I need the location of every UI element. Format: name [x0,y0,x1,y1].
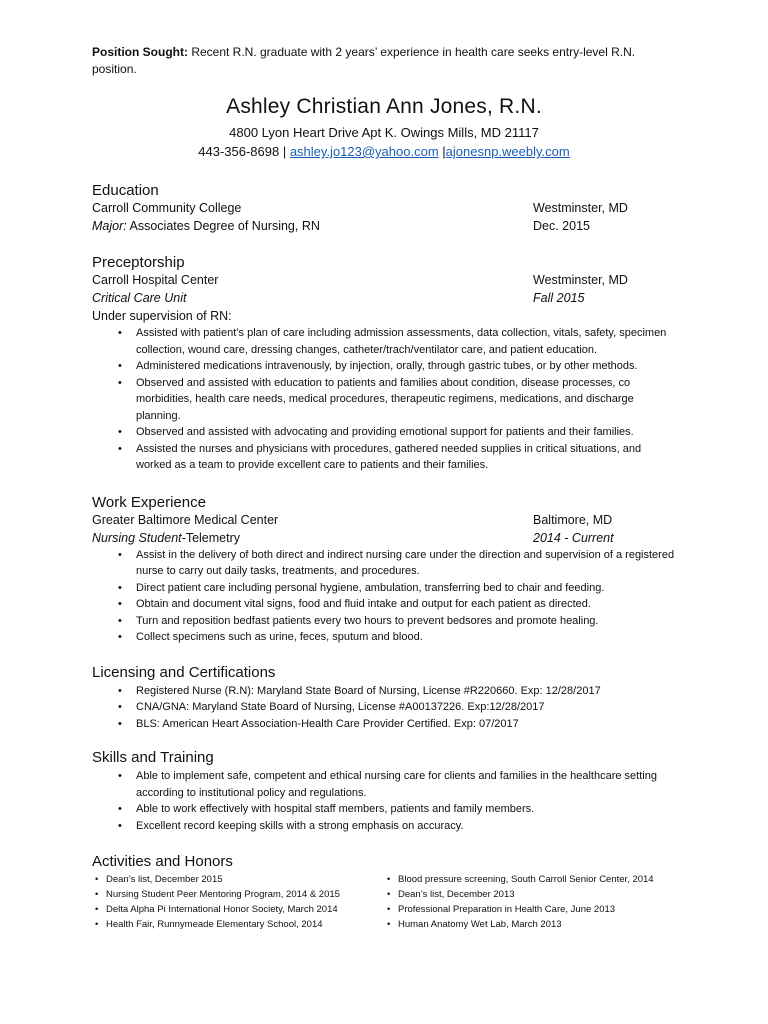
licensing-section [92,664,676,733]
licensing-bullets [92,683,676,733]
education-section [92,182,676,235]
work-role-rest: Telemetry [185,530,240,545]
list-item: • Human Anatomy Wet Lab, March 2013 [398,917,676,932]
work-bullets [92,547,676,646]
licensing-title: Licensing and Certifications [92,663,276,681]
work-location: Baltimore, MD [533,512,613,527]
honors-section [92,853,676,932]
work-role [92,529,240,547]
education-major-line [92,217,320,235]
honors-left-list [92,872,384,932]
work-section [92,494,676,646]
list-item: • Observed and assisted with advocating and providing emotional support for patients and their families. [136,424,676,441]
position-sought-text: Recent R.N. graduate with 2 years’ experience in health care seeks entry-level R.N. position. [92,45,636,76]
preceptorship-bullets [92,325,676,474]
education-school-row [92,199,676,217]
preceptorship-org: Carroll Hospital Center [92,273,219,287]
candidate-name: Ashley Christian Ann Jones, R.N. [226,95,542,118]
list-item: • Direct patient care including personal hygiene, ambulation, transferring bed to chair and feeding. [136,580,676,597]
address: 4800 Lyon Heart Drive Apt K. Owings Mills, MD 21117 [229,125,539,140]
skills-section [92,749,676,834]
work-role-row [92,529,676,547]
phone: 443-356-8698 | [198,144,290,159]
preceptorship-org-row [92,271,676,289]
preceptorship-supervision: Under supervision of RN: [92,309,232,323]
skills-title: Skills and Training [92,749,214,766]
preceptorship-location: Westminster, MD [533,273,628,287]
honors-right-list [384,872,676,932]
list-item: • Administered medications intravenously, by injection, orally, through gastric tubes, or by other methods. [136,358,676,375]
education-major: Associates Degree of Nursing, RN [126,219,320,233]
list-item: • Dean’s list, December 2013 [398,887,676,902]
education-location: Westminster, MD [533,201,628,215]
position-sought [92,44,676,78]
list-item: • Excellent record keeping skills with a strong emphasis on accuracy. [136,818,676,835]
list-item: • Health Fair, Runnymeade Elementary School, 2014 [106,917,384,932]
email-link[interactable]: ashley.jo123@yahoo.com [289,144,439,159]
education-major-label: Major: [92,219,127,233]
list-item: • Assisted the nurses and physicians with procedures, gathered needed supplies in critical situations, and worked as a team to provide excellent care to patients and their families. [136,441,676,474]
list-item: • Able to implement safe, competent and ethical nursing care for clients and families in the healthcare setting according to institutional policy and regulations. [136,768,676,801]
list-item: • CNA/GNA: Maryland State Board of Nursing, License #A00137226. Exp:12/28/2017 [136,699,676,716]
work-org-row [92,511,676,529]
list-item: • Delta Alpha Pi International Honor Society, March 2014 [106,902,384,917]
education-date: Dec. 2015 [533,219,590,233]
work-org: Greater Baltimore Medical Center [92,512,279,527]
education-school: Carroll Community College [92,201,242,215]
list-item: • Assist in the delivery of both direct and indirect nursing care under the direction and supervision of a registered nurse to carry out daily tasks, treatments, and procedures. [136,547,676,580]
list-item: • Collect specimens such as urine, feces, sputum and blood. [136,629,676,646]
preceptorship-section [92,254,676,474]
list-item: • Obtain and document vital signs, food and fluid intake and output for each patient as directed. [136,596,676,613]
list-item: • Able to work effectively with hospital staff members, patients and family members. [136,801,676,818]
education-title: Education [92,182,159,199]
website-link[interactable]: ajonesnp.weebly.com [445,144,570,159]
list-item: • Turn and reposition bedfast patients every two hours to prevent bedsores and promote healing. [136,613,676,630]
list-item: • Dean’s list, December 2015 [106,872,384,887]
preceptorship-title: Preceptorship [92,254,185,271]
honors-columns [92,872,676,932]
list-item: • Assisted with patient’s plan of care including admission assessments, data collection, vitals, safety, specimen collection, wound care, dressing changes, catheter/trach/ventilator care, and patient education. [136,325,676,358]
preceptorship-date: Fall 2015 [533,291,585,305]
list-item: • Registered Nurse (R.N): Maryland State Board of Nursing, License #R220660. Exp: 12/28/2017 [136,683,676,700]
skills-bullets [92,768,676,834]
list-item: • BLS: American Heart Association-Health Care Provider Certified. Exp: 07/2017 [136,716,676,733]
list-item: • Observed and assisted with education to patients and families about condition, disease processes, co morbidities, health care needs, medical procedures, therapeutic regimens, medications, and discharge planning. [136,375,676,425]
work-role-italic: Nursing Student- [92,530,186,545]
contact-line [92,142,676,161]
honors-title: Activities and Honors [92,853,233,870]
position-sought-label: Position Sought: [92,45,188,59]
list-item: • Professional Preparation in Health Care, June 2013 [398,902,676,917]
education-major-row [92,217,676,235]
list-item: • Blood pressure screening, South Carroll Senior Center, 2014 [398,872,676,887]
list-item: • Nursing Student Peer Mentoring Program, 2014 & 2015 [106,887,384,902]
contact-separator: | [438,144,446,159]
preceptorship-unit-row [92,289,676,307]
preceptorship-unit: Critical Care Unit [92,291,187,305]
work-title: Work Experience [92,493,206,511]
work-date: 2014 - Current [533,530,614,545]
